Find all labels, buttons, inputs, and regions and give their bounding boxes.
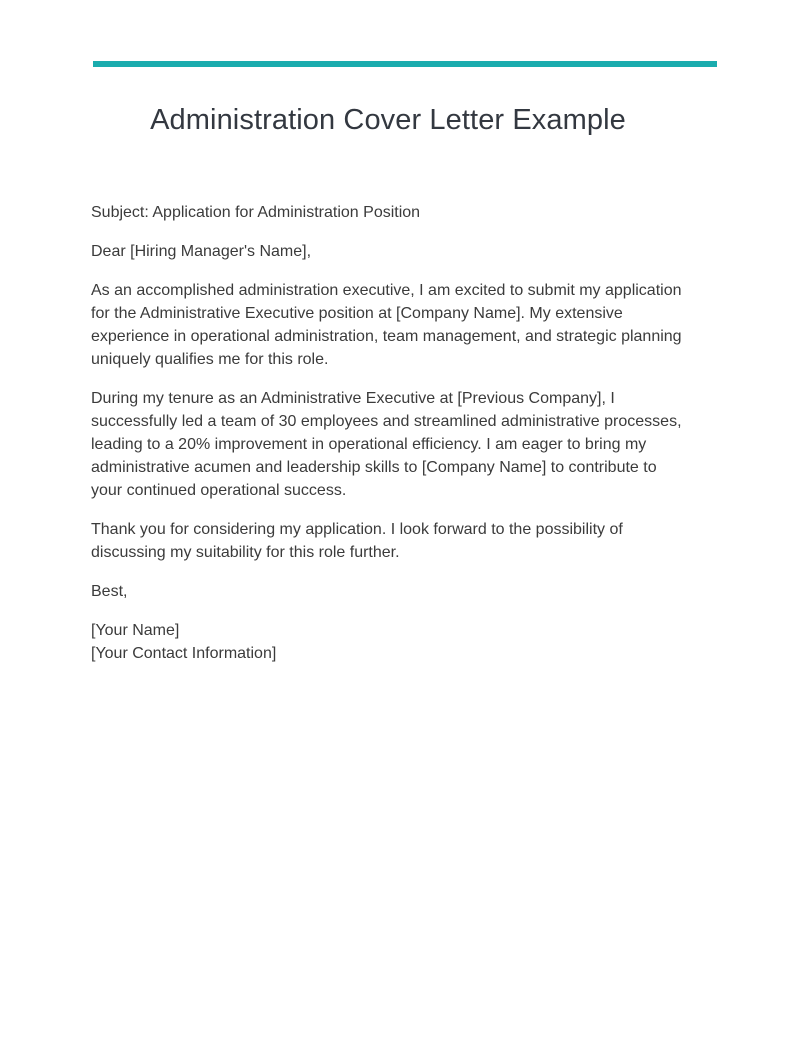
closing: Best, [91, 583, 128, 600]
page-title: Administration Cover Letter Example [150, 104, 626, 136]
accent-top-rule [93, 61, 717, 67]
salutation: Dear [Hiring Manager's Name], [91, 243, 312, 260]
signature-name: [Your Name] [91, 622, 180, 639]
subject-line: Subject: Application for Administration Position [91, 204, 421, 221]
body-paragraph-intro: As an accomplished administration executive, I am excited to submit my application for the Administrative Executive position at [Company Name]. My extensive experience in operational administration, team management, and strategic planning uniquely qualifies me for this role. [91, 282, 682, 368]
body-paragraph-thanks: Thank you for considering my application. I look forward to the possibility of discussing my suitability for this role further. [91, 521, 623, 561]
signature-contact: [Your Contact Information] [91, 645, 277, 662]
letter-body [91, 201, 691, 665]
signature-block [91, 619, 691, 665]
body-paragraph-experience: During my tenure as an Administrative Executive at [Previous Company], I successfully led a team of 30 employees and streamlined administrative processes, leading to a 20% improvement in operational efficiency. I am eager to bring my administrative acumen and leadership skills to [Company Name] to contribute to your continued operational success. [91, 390, 682, 499]
